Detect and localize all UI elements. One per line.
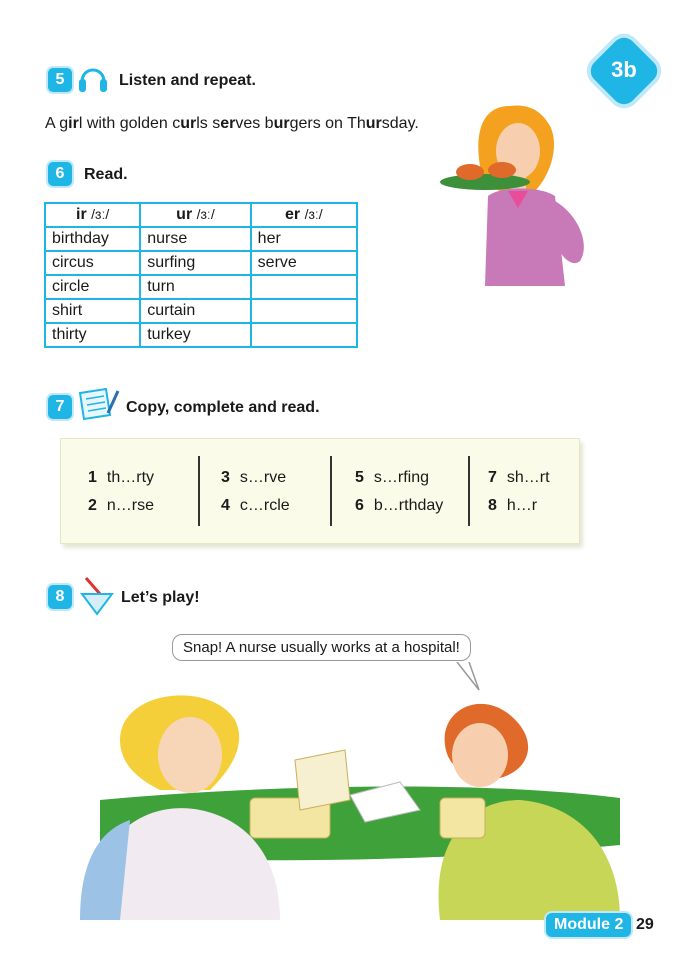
exercise-7-title: Copy, complete and read. — [126, 399, 320, 416]
exercise-8-title: Let’s play! — [121, 589, 200, 606]
table-row — [45, 227, 357, 251]
table-cell — [251, 299, 357, 323]
exercise-7-column-2 — [221, 464, 290, 520]
list-item: 7 sh…rt — [488, 469, 550, 486]
highlighted-spelling: ur — [180, 115, 197, 132]
list-item: 5 s…rfing — [355, 469, 430, 486]
exercise-5-number: 5 — [48, 68, 72, 92]
notebook-pencil-icon — [76, 385, 120, 421]
table-cell: her — [251, 227, 357, 251]
highlighted-spelling: ur — [273, 115, 290, 132]
exercise-7-number: 7 — [48, 395, 72, 419]
exercise-7-column-3 — [355, 464, 443, 520]
exercise-6-number: 6 — [48, 162, 72, 186]
highlighted-spelling: ir — [68, 115, 79, 132]
sentence-text: gers on Th — [289, 115, 366, 132]
table-cell: birthday — [45, 227, 140, 251]
table-cell: thirty — [45, 323, 140, 347]
highlighted-spelling: er — [220, 115, 236, 132]
list-item: 8 h…r — [488, 497, 538, 514]
table-cell: serve — [251, 251, 357, 275]
list-item: 1 th…rty — [88, 469, 155, 486]
table-cell: nurse — [140, 227, 250, 251]
table-cell: circus — [45, 251, 140, 275]
column-divider — [198, 456, 200, 526]
table-header: er /ɜː/ — [251, 203, 357, 227]
table-cell: curtain — [140, 299, 250, 323]
table-row — [45, 275, 357, 299]
table-cell: circle — [45, 275, 140, 299]
table-cell — [251, 323, 357, 347]
headphones-icon — [78, 60, 108, 96]
exercise-5-sentence — [45, 115, 419, 133]
table-header-row — [45, 203, 357, 227]
list-item: 4 c…rcle — [221, 497, 290, 514]
sentence-text: sday. — [381, 115, 419, 132]
table-row — [45, 299, 357, 323]
exercise-7-column-1 — [88, 464, 154, 520]
column-divider — [330, 456, 332, 526]
table-header: ur /ɜː/ — [140, 203, 250, 227]
page-number: 29 — [636, 916, 654, 933]
table-cell: turn — [140, 275, 250, 299]
sentence-text: ves b — [235, 115, 274, 132]
table-cell: surfing — [140, 251, 250, 275]
sentence-text: A g — [45, 115, 69, 132]
spelling-table — [44, 202, 358, 348]
children-playing-illustration — [60, 670, 650, 920]
table-cell: shirt — [45, 299, 140, 323]
waitress-illustration — [440, 96, 610, 296]
speech-bubble: Snap! A nurse usually works at a hospital! — [172, 634, 471, 661]
table-row — [45, 251, 357, 275]
exercise-8-number: 8 — [48, 585, 72, 609]
list-item: 6 b…rthday — [355, 497, 444, 514]
list-item: 3 s…rve — [221, 469, 287, 486]
table-cell — [251, 275, 357, 299]
exercise-7-column-4 — [488, 464, 550, 520]
highlighted-spelling: ur — [365, 115, 382, 132]
module-badge: Module 2 — [546, 913, 631, 937]
column-divider — [468, 456, 470, 526]
unit-badge: 3b — [611, 57, 637, 82]
spinning-top-icon — [80, 576, 114, 616]
list-item: 2 n…rse — [88, 497, 155, 514]
table-header: ir /ɜː/ — [45, 203, 140, 227]
exercise-6-title: Read. — [84, 166, 128, 183]
sentence-text: ls s — [196, 115, 221, 132]
exercise-5-title: Listen and repeat. — [119, 72, 256, 89]
table-cell: turkey — [140, 323, 250, 347]
table-row — [45, 323, 357, 347]
sentence-text: l with golden c — [78, 115, 181, 132]
